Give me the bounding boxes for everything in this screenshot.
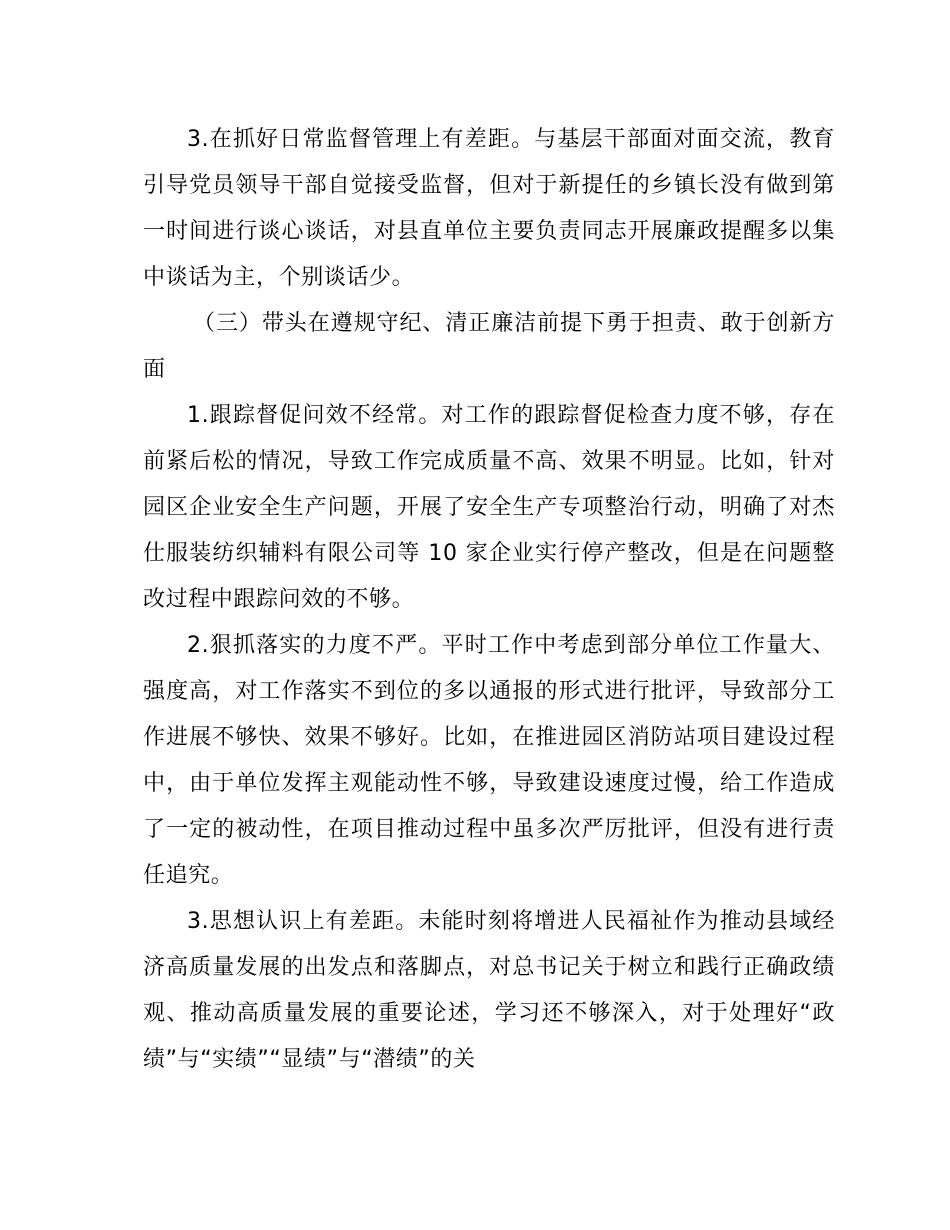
paragraph-implementation: 2.狠抓落实的力度不严。平时工作中考虑到部分单位工作量大、强度高，对工作落实不到位的多以通报的形式进行批评，导致部分工作进展不够快、效果不够好。比如，在推进园区消防站项目建设过程中，由于单位发挥主观能动性不够，导致建设速度过慢，给工作造成了一定的被动性，在项目推动过程中虽多次严厉批评，但没有进行责任追究。 bbox=[143, 633, 835, 888]
paragraph-ideological-awareness: 3.思想认识上有差距。未能时刻将增进人民福祉作为推动县域经济高质量发展的出发点和落脚点，对总书记关于树立和践行正确政绩观、推动高质量发展的重要论述，学习还不够深入，对于处理好“政绩”与“实绩”“显绩”与“潜绩”的关 bbox=[143, 909, 835, 1072]
paragraph-follow-up: 1.跟踪督促问效不经常。对工作的跟踪督促检查力度不够，存在前紧后松的情况，导致工作完成质量不高、效果不明显。比如，针对园区企业安全生产问题，开展了安全生产专项整治行动，明确了对杰仕服装纺织辅料有限公司等 10 家企业实行停产整改，但是在问题整改过程中跟踪问效的不够。 bbox=[143, 403, 835, 612]
document-body bbox=[143, 117, 835, 1083]
paragraph-supervision-gap: 3.在抓好日常监督管理上有差距。与基层干部面对面交流，教育引导党员领导干部自觉接受监督，但对于新提任的乡镇长没有做到第一时间进行谈心谈话，对县直单位主要负责同志开展廉政提醒多以集中谈话为主，个别谈话少。 bbox=[143, 127, 835, 290]
section-heading-3: （三）带头在遵规守纪、清正廉洁前提下勇于担责、敢于创新方面 bbox=[143, 311, 835, 382]
